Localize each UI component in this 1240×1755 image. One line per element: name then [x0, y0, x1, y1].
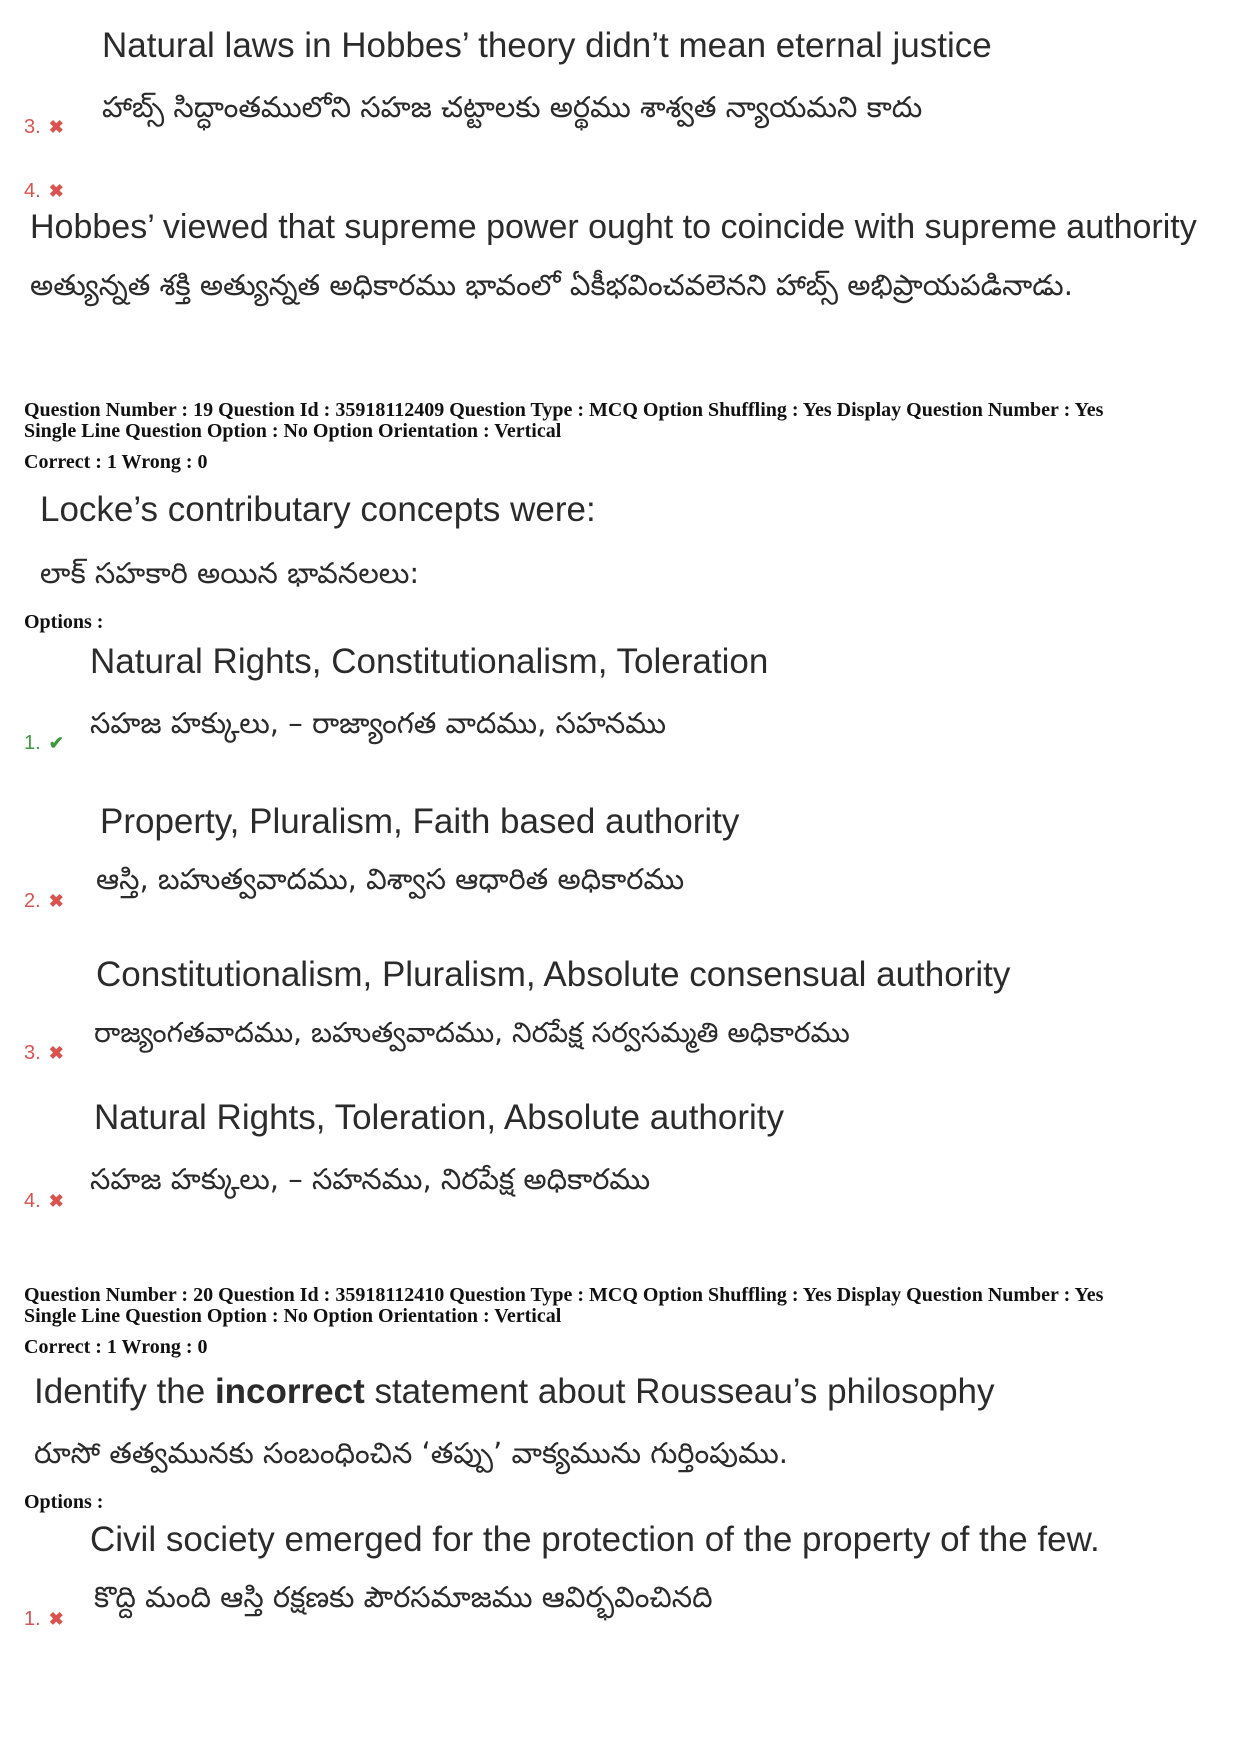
- option-3-telugu: రాజ్యంగతవాదము, బహుత్వవాదము, నిరపేక్ష సర్వసమ్మతి అధికారము: [94, 1016, 850, 1049]
- option-3-marker: [24, 116, 64, 139]
- option-3-marker: [24, 1042, 64, 1065]
- question-telugu: రూసో తత్వమునకు సంబంధించిన ‘తప్పు’ వాక్యమును గుర్తింపుము.: [34, 1436, 789, 1470]
- option-3-english: Natural laws in Hobbes’ theory didn’t mean eternal justice: [102, 26, 992, 65]
- question-meta-line1: Question Number : 20 Question Id : 35918112410 Question Type : MCQ Option Shuffling : Yes Display Question Number : Yes: [24, 1284, 1104, 1306]
- question-english: [34, 1372, 995, 1412]
- option-1-marker: [24, 1608, 64, 1631]
- question-marks: Correct : 1 Wrong : 0: [24, 1336, 208, 1358]
- wrong-icon: ✖: [48, 1043, 64, 1063]
- option-number: 3.: [24, 1042, 41, 1064]
- wrong-icon: ✖: [48, 117, 64, 137]
- option-4-telugu: అత్యున్నత శక్తి అత్యున్నత అధికారము భావంలో ఏకీభవించవలెనని హాబ్స్ అభిప్రాయపడినాడు.: [30, 268, 1073, 302]
- options-label: Options :: [24, 1491, 104, 1513]
- question-meta-line1: Question Number : 19 Question Id : 35918112409 Question Type : MCQ Option Shuffling : Yes Display Question Number : Yes: [24, 399, 1104, 421]
- options-label: Options :: [24, 611, 104, 633]
- option-number: 2.: [24, 890, 41, 912]
- option-number: 1.: [24, 1608, 41, 1630]
- question-text-start: Identify the: [34, 1372, 215, 1411]
- option-1-english: Natural Rights, Constitutionalism, Toleration: [90, 642, 769, 681]
- option-4-marker: [24, 1190, 64, 1213]
- question-telugu: లాక్ సహకారి అయిన భావనలలు:: [40, 556, 420, 590]
- option-2-english: Property, Pluralism, Faith based authority: [100, 802, 740, 841]
- option-3-telugu: హాబ్స్ సిద్ధాంతములోని సహజ చట్టాలకు అర్థము శాశ్వత న్యాయమని కాదు: [102, 90, 923, 124]
- option-1-telugu: కొద్ది మంది ఆస్తి రక్షణకు పౌరసమాజము ఆవిర్భవించినది: [94, 1580, 713, 1614]
- option-4-english: Natural Rights, Toleration, Absolute authority: [94, 1098, 785, 1137]
- option-number: 4.: [24, 180, 41, 202]
- correct-icon: ✔: [48, 733, 64, 753]
- option-1-marker: [24, 732, 64, 755]
- wrong-icon: ✖: [48, 181, 64, 201]
- question-meta-line2: Single Line Question Option : No Option Orientation : Vertical: [24, 420, 562, 442]
- option-2-marker: [24, 890, 64, 913]
- option-1-telugu: సహజ హక్కులు, – రాజ్యాంగత వాదము, సహనము: [90, 706, 667, 740]
- wrong-icon: ✖: [48, 891, 64, 911]
- option-3-english: Constitutionalism, Pluralism, Absolute consensual authority: [96, 955, 1011, 994]
- question-emphasis: incorrect: [214, 1372, 365, 1411]
- option-2-telugu: ఆస్తి, బహుత్వవాదము, విశ్వాస ఆధారిత అధికారము: [96, 862, 685, 896]
- option-number: 1.: [24, 732, 41, 754]
- option-number: 3.: [24, 116, 41, 138]
- option-4-english: Hobbes’ viewed that supreme power ought to coincide with supreme authority: [30, 208, 1197, 246]
- option-number: 4.: [24, 1190, 41, 1212]
- wrong-icon: ✖: [48, 1609, 64, 1629]
- option-1-english: Civil society emerged for the protection of the property of the few.: [90, 1520, 1100, 1559]
- question-english: Locke’s contributary concepts were:: [40, 490, 596, 529]
- option-4-telugu: సహజ హక్కులు, – సహనము, నిరపేక్ష అధికారము: [90, 1162, 651, 1196]
- wrong-icon: ✖: [48, 1191, 64, 1211]
- question-marks: Correct : 1 Wrong : 0: [24, 451, 208, 473]
- question-meta-line2: Single Line Question Option : No Option Orientation : Vertical: [24, 1305, 562, 1327]
- option-4-marker: [24, 180, 64, 203]
- question-text-end: statement about Rousseau’s philosophy: [364, 1372, 995, 1411]
